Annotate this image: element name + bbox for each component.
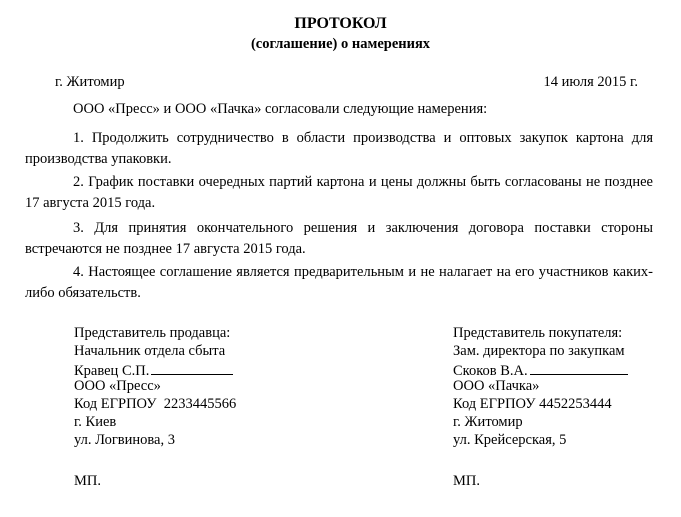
buyer-code: Код ЕГРПОУ 4452253444 xyxy=(453,396,612,413)
seller-city: г. Киев xyxy=(74,413,117,430)
seller-signature-blank xyxy=(151,361,233,375)
buyer-city: г. Житомир xyxy=(453,413,523,430)
buyer-company: ООО «Пачка» xyxy=(453,378,540,395)
buyer-block xyxy=(453,325,628,489)
seller-block xyxy=(74,325,237,489)
clause-3: 3. Для принятия окончательного решения и заключения договора поставки стороны встречаются не позднее 17 августа 2015 года. xyxy=(25,220,653,257)
buyer-signer: Скоков В.А. xyxy=(453,362,528,379)
place: г. Житомир xyxy=(55,74,125,90)
seller-code: Код ЕГРПОУ 2233445566 xyxy=(74,396,237,413)
buyer-street: ул. Крейсерская, 5 xyxy=(453,431,567,448)
buyer-stamp: МП. xyxy=(453,473,480,489)
clause-1: 1. Продолжить сотрудничество в области производства и оптовых закупок картона для производства упаковки. xyxy=(25,130,653,167)
buyer-position: Зам. директора по закупкам xyxy=(453,342,625,359)
buyer-signature-line xyxy=(453,361,628,379)
clause-2: 2. График поставки очередных партий картона и цены должны быть согласованы не позднее 17 августа 2015 года. xyxy=(25,174,653,211)
document-title: ПРОТОКОЛ xyxy=(294,15,387,32)
seller-position: Начальник отдела сбыта xyxy=(74,342,226,359)
intro-paragraph: ООО «Пресс» и ООО «Пачка» согласовали следующие намерения: xyxy=(73,101,488,117)
seller-company: ООО «Пресс» xyxy=(74,378,161,395)
document-subtitle: (соглашение) о намерениях xyxy=(250,36,431,52)
date: 14 июля 2015 г. xyxy=(543,74,638,90)
seller-signer: Кравец С.П. xyxy=(74,362,150,379)
seller-signature-line xyxy=(74,361,236,379)
seller-street: ул. Логвинова, 3 xyxy=(74,431,175,448)
buyer-signature-blank xyxy=(530,361,628,375)
clause-4: 4. Настоящее соглашение является предварительным и не налагает на его участников каких-либо обязательств. xyxy=(25,264,653,301)
seller-stamp: МП. xyxy=(74,473,101,489)
buyer-heading: Представитель покупателя: xyxy=(453,325,623,341)
seller-heading: Представитель продавца: xyxy=(74,325,231,341)
